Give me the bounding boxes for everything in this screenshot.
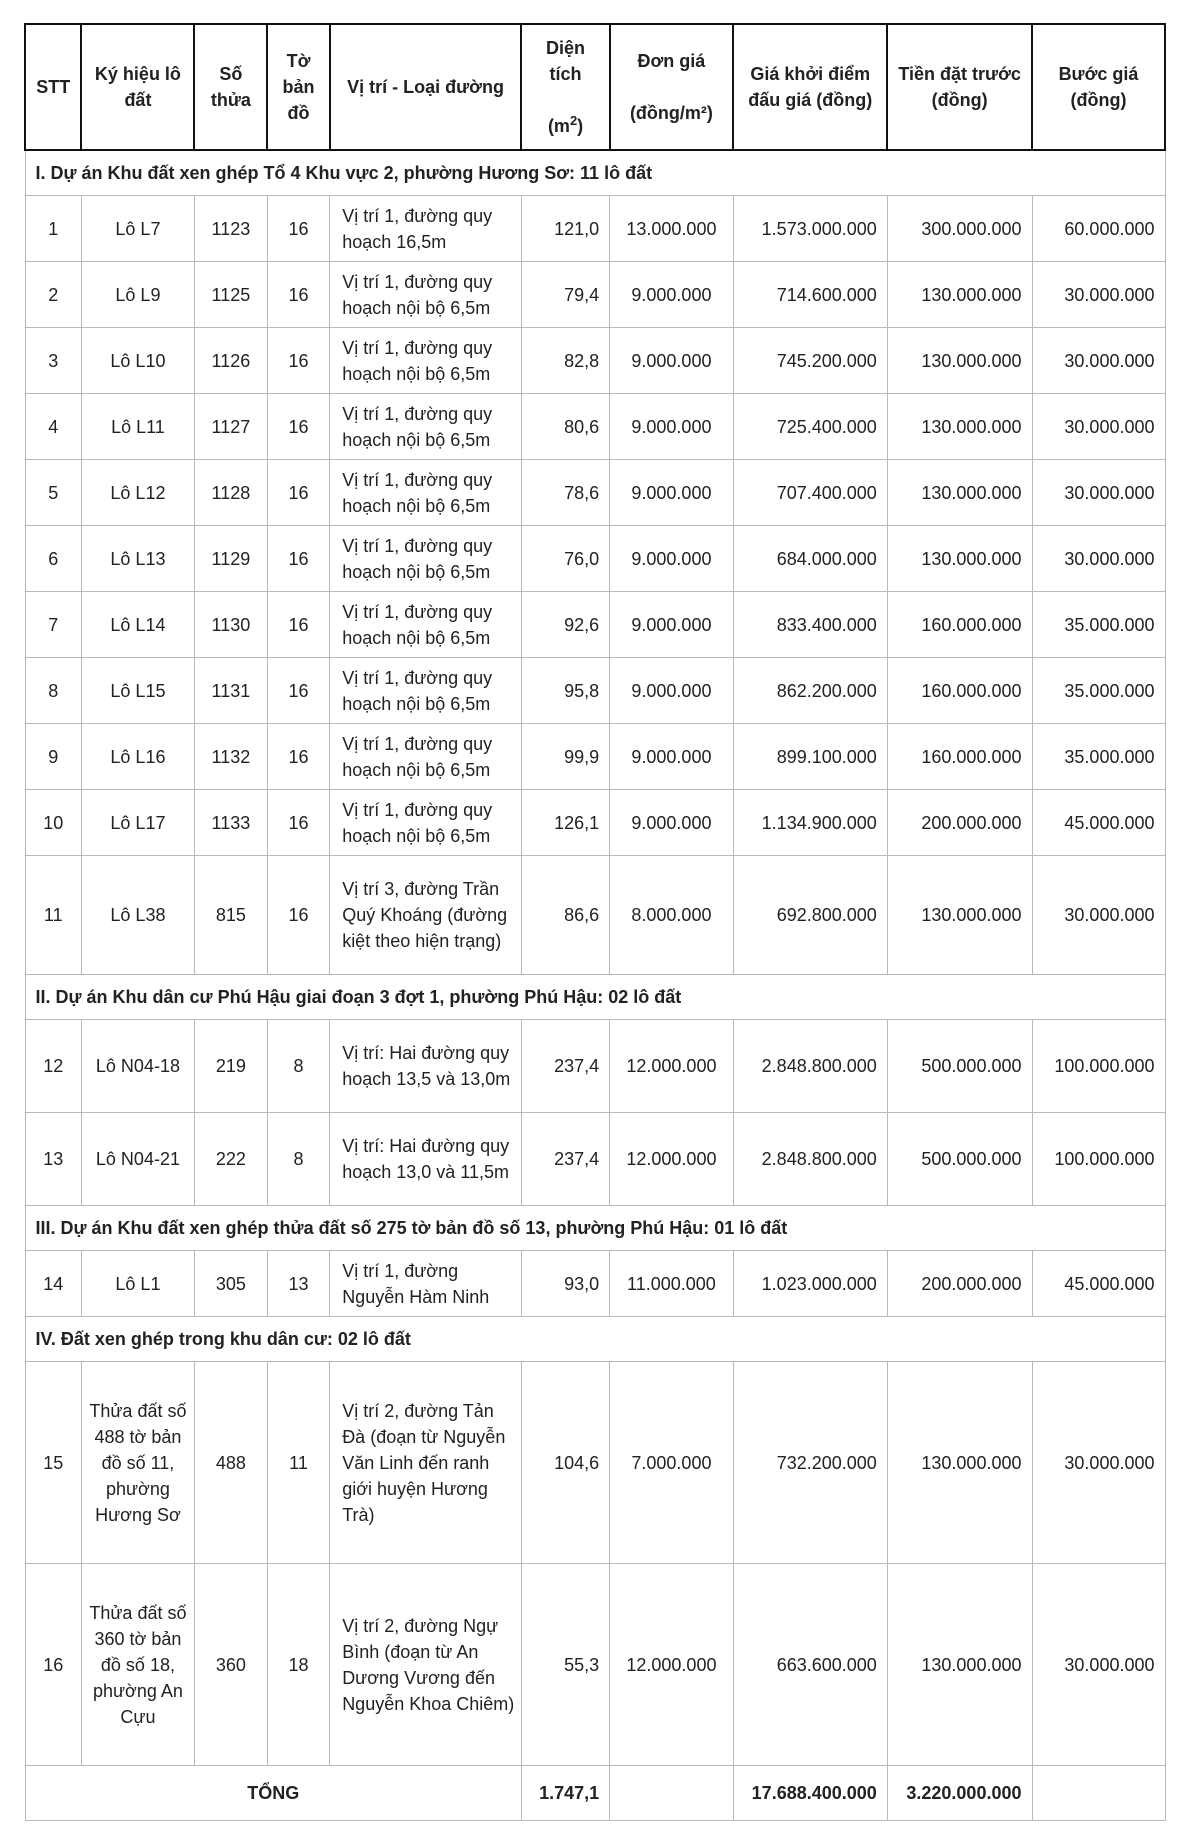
section-title: IV. Đất xen ghép trong khu dân cư: 02 lô đất bbox=[25, 1317, 1165, 1362]
table-row bbox=[25, 1020, 1165, 1113]
header-vi-tri: Vị trí - Loại đường bbox=[330, 24, 522, 150]
stt-cell: 6 bbox=[25, 526, 81, 592]
map-sheet-cell: 8 bbox=[267, 1113, 329, 1206]
deposit-cell: 160.000.000 bbox=[887, 724, 1032, 790]
lot-code-cell: Lô L13 bbox=[81, 526, 194, 592]
table-row bbox=[25, 1251, 1165, 1317]
map-sheet-cell: 16 bbox=[267, 658, 329, 724]
deposit-cell: 130.000.000 bbox=[887, 856, 1032, 975]
starting-price-cell: 1.023.000.000 bbox=[733, 1251, 887, 1317]
unit-price-cell: 9.000.000 bbox=[610, 790, 734, 856]
lot-code-cell: Lô N04-18 bbox=[81, 1020, 194, 1113]
map-sheet-cell: 16 bbox=[267, 394, 329, 460]
map-sheet-cell: 16 bbox=[267, 460, 329, 526]
bid-step-cell: 100.000.000 bbox=[1032, 1113, 1165, 1206]
table-row bbox=[25, 856, 1165, 975]
deposit-cell: 130.000.000 bbox=[887, 328, 1032, 394]
area-cell: 80,6 bbox=[521, 394, 609, 460]
unit-price-cell: 9.000.000 bbox=[610, 592, 734, 658]
stt-cell: 1 bbox=[25, 196, 81, 262]
unit-price-cell: 11.000.000 bbox=[610, 1251, 734, 1317]
unit-price-cell: 12.000.000 bbox=[610, 1564, 734, 1766]
map-sheet-cell: 18 bbox=[267, 1564, 329, 1766]
parcel-number-cell: 1132 bbox=[194, 724, 267, 790]
lot-code-cell: Lô L17 bbox=[81, 790, 194, 856]
header-to-ban-do: Tờ bản đồ bbox=[267, 24, 329, 150]
section-row bbox=[25, 150, 1165, 196]
bid-step-cell: 30.000.000 bbox=[1032, 460, 1165, 526]
lot-code-cell: Thửa đất số 488 tờ bản đồ số 11, phường Hương Sơ bbox=[81, 1362, 194, 1564]
lot-code-cell: Lô L38 bbox=[81, 856, 194, 975]
stt-cell: 10 bbox=[25, 790, 81, 856]
map-sheet-cell: 8 bbox=[267, 1020, 329, 1113]
area-cell: 79,4 bbox=[521, 262, 609, 328]
table-row bbox=[25, 724, 1165, 790]
deposit-cell: 160.000.000 bbox=[887, 592, 1032, 658]
stt-cell: 13 bbox=[25, 1113, 81, 1206]
location-cell: Vị trí 1, đường quy hoạch nội bộ 6,5m bbox=[330, 262, 522, 328]
area-cell: 78,6 bbox=[521, 460, 609, 526]
unit-price-cell: 12.000.000 bbox=[610, 1020, 734, 1113]
parcel-number-cell: 1128 bbox=[194, 460, 267, 526]
stt-cell: 14 bbox=[25, 1251, 81, 1317]
parcel-number-cell: 360 bbox=[194, 1564, 267, 1766]
area-cell: 55,3 bbox=[521, 1564, 609, 1766]
stt-cell: 8 bbox=[25, 658, 81, 724]
deposit-cell: 130.000.000 bbox=[887, 1564, 1032, 1766]
header-row bbox=[25, 24, 1165, 150]
starting-price-cell: 725.400.000 bbox=[733, 394, 887, 460]
lot-code-cell: Lô N04-21 bbox=[81, 1113, 194, 1206]
map-sheet-cell: 16 bbox=[267, 856, 329, 975]
unit-price-cell: 7.000.000 bbox=[610, 1362, 734, 1564]
table-body bbox=[25, 150, 1165, 1821]
starting-price-cell: 745.200.000 bbox=[733, 328, 887, 394]
map-sheet-cell: 16 bbox=[267, 592, 329, 658]
unit-price-cell: 13.000.000 bbox=[610, 196, 734, 262]
header-dien-tich bbox=[521, 24, 609, 150]
lot-code-cell: Lô L9 bbox=[81, 262, 194, 328]
lot-code-cell: Lô L7 bbox=[81, 196, 194, 262]
section-row bbox=[25, 1317, 1165, 1362]
total-area: 1.747,1 bbox=[521, 1766, 609, 1821]
bid-step-cell: 35.000.000 bbox=[1032, 592, 1165, 658]
parcel-number-cell: 815 bbox=[194, 856, 267, 975]
deposit-cell: 130.000.000 bbox=[887, 394, 1032, 460]
header-buoc-gia: Bước giá (đồng) bbox=[1032, 24, 1165, 150]
table-row bbox=[25, 460, 1165, 526]
section-title: II. Dự án Khu dân cư Phú Hậu giai đoạn 3 đợt 1, phường Phú Hậu: 02 lô đất bbox=[25, 975, 1165, 1020]
lot-code-cell: Lô L1 bbox=[81, 1251, 194, 1317]
bid-step-cell: 35.000.000 bbox=[1032, 724, 1165, 790]
location-cell: Vị trí 1, đường quy hoạch nội bộ 6,5m bbox=[330, 658, 522, 724]
deposit-cell: 500.000.000 bbox=[887, 1113, 1032, 1206]
header-dien-tich-sup: 2 bbox=[569, 113, 578, 128]
bid-step-cell: 35.000.000 bbox=[1032, 658, 1165, 724]
stt-cell: 12 bbox=[25, 1020, 81, 1113]
table-row bbox=[25, 592, 1165, 658]
table-row bbox=[25, 1564, 1165, 1766]
location-cell: Vị trí 1, đường quy hoạch nội bộ 6,5m bbox=[330, 394, 522, 460]
parcel-number-cell: 1133 bbox=[194, 790, 267, 856]
starting-price-cell: 714.600.000 bbox=[733, 262, 887, 328]
starting-price-cell: 684.000.000 bbox=[733, 526, 887, 592]
header-stt: STT bbox=[25, 24, 81, 150]
deposit-cell: 130.000.000 bbox=[887, 1362, 1032, 1564]
location-cell: Vị trí: Hai đường quy hoạch 13,5 và 13,0m bbox=[330, 1020, 522, 1113]
location-cell: Vị trí 2, đường Ngự Bình (đoạn từ An Dương Vương đến Nguyễn Khoa Chiêm) bbox=[330, 1564, 522, 1766]
lot-code-cell: Lô L11 bbox=[81, 394, 194, 460]
unit-price-cell: 9.000.000 bbox=[610, 328, 734, 394]
location-cell: Vị trí 1, đường Nguyễn Hàm Ninh bbox=[330, 1251, 522, 1317]
area-cell: 93,0 bbox=[521, 1251, 609, 1317]
area-cell: 92,6 bbox=[521, 592, 609, 658]
header-ky-hieu: Ký hiệu lô đất bbox=[81, 24, 194, 150]
lot-code-cell: Lô L12 bbox=[81, 460, 194, 526]
starting-price-cell: 2.848.800.000 bbox=[733, 1020, 887, 1113]
total-label: TỔNG bbox=[25, 1766, 521, 1821]
header-don-gia-unit: (đồng/m²) bbox=[629, 103, 713, 123]
table-row bbox=[25, 328, 1165, 394]
unit-price-cell: 8.000.000 bbox=[610, 856, 734, 975]
header-dien-tich-unit-open: (m bbox=[547, 116, 570, 136]
header-so-thua: Số thửa bbox=[194, 24, 267, 150]
bid-step-cell: 60.000.000 bbox=[1032, 196, 1165, 262]
bid-step-cell: 30.000.000 bbox=[1032, 262, 1165, 328]
parcel-number-cell: 1131 bbox=[194, 658, 267, 724]
header-tien-dat-truoc: Tiền đặt trước (đồng) bbox=[887, 24, 1032, 150]
stt-cell: 9 bbox=[25, 724, 81, 790]
area-cell: 104,6 bbox=[521, 1362, 609, 1564]
table-row bbox=[25, 394, 1165, 460]
total-row bbox=[25, 1766, 1165, 1821]
map-sheet-cell: 16 bbox=[267, 724, 329, 790]
location-cell: Vị trí 2, đường Tản Đà (đoạn từ Nguyễn Văn Linh đến ranh giới huyện Hương Trà) bbox=[330, 1362, 522, 1564]
map-sheet-cell: 16 bbox=[267, 526, 329, 592]
header-dien-tich-label: Diện tích bbox=[546, 38, 586, 84]
map-sheet-cell: 16 bbox=[267, 790, 329, 856]
unit-price-cell: 9.000.000 bbox=[610, 658, 734, 724]
deposit-cell: 200.000.000 bbox=[887, 1251, 1032, 1317]
stt-cell: 16 bbox=[25, 1564, 81, 1766]
starting-price-cell: 1.573.000.000 bbox=[733, 196, 887, 262]
area-cell: 237,4 bbox=[521, 1020, 609, 1113]
map-sheet-cell: 16 bbox=[267, 262, 329, 328]
location-cell: Vị trí 1, đường quy hoạch nội bộ 6,5m bbox=[330, 328, 522, 394]
starting-price-cell: 2.848.800.000 bbox=[733, 1113, 887, 1206]
area-cell: 95,8 bbox=[521, 658, 609, 724]
table-row bbox=[25, 196, 1165, 262]
starting-price-cell: 732.200.000 bbox=[733, 1362, 887, 1564]
table-row bbox=[25, 526, 1165, 592]
auction-table-container bbox=[24, 23, 1166, 1821]
parcel-number-cell: 222 bbox=[194, 1113, 267, 1206]
bid-step-cell: 30.000.000 bbox=[1032, 526, 1165, 592]
unit-price-cell: 9.000.000 bbox=[610, 262, 734, 328]
unit-price-cell: 9.000.000 bbox=[610, 460, 734, 526]
area-cell: 82,8 bbox=[521, 328, 609, 394]
lot-code-cell: Lô L16 bbox=[81, 724, 194, 790]
stt-cell: 4 bbox=[25, 394, 81, 460]
lot-code-cell: Thửa đất số 360 tờ bản đồ số 18, phường An Cựu bbox=[81, 1564, 194, 1766]
deposit-cell: 130.000.000 bbox=[887, 262, 1032, 328]
unit-price-cell: 9.000.000 bbox=[610, 724, 734, 790]
section-title: I. Dự án Khu đất xen ghép Tổ 4 Khu vực 2, phường Hương Sơ: 11 lô đất bbox=[25, 150, 1165, 196]
location-cell: Vị trí 1, đường quy hoạch nội bộ 6,5m bbox=[330, 592, 522, 658]
table-row bbox=[25, 262, 1165, 328]
parcel-number-cell: 1130 bbox=[194, 592, 267, 658]
starting-price-cell: 663.600.000 bbox=[733, 1564, 887, 1766]
total-starting-price: 17.688.400.000 bbox=[733, 1766, 887, 1821]
bid-step-cell: 100.000.000 bbox=[1032, 1020, 1165, 1113]
location-cell: Vị trí 1, đường quy hoạch nội bộ 6,5m bbox=[330, 724, 522, 790]
table-row bbox=[25, 658, 1165, 724]
bid-step-cell: 45.000.000 bbox=[1032, 790, 1165, 856]
map-sheet-cell: 16 bbox=[267, 328, 329, 394]
deposit-cell: 130.000.000 bbox=[887, 526, 1032, 592]
location-cell: Vị trí 1, đường quy hoạch nội bộ 6,5m bbox=[330, 526, 522, 592]
starting-price-cell: 833.400.000 bbox=[733, 592, 887, 658]
bid-step-cell: 30.000.000 bbox=[1032, 856, 1165, 975]
starting-price-cell: 707.400.000 bbox=[733, 460, 887, 526]
location-cell: Vị trí 3, đường Trần Quý Khoáng (đường kiệt theo hiện trạng) bbox=[330, 856, 522, 975]
stt-cell: 15 bbox=[25, 1362, 81, 1564]
header-don-gia bbox=[610, 24, 734, 150]
area-cell: 121,0 bbox=[521, 196, 609, 262]
table-row bbox=[25, 1113, 1165, 1206]
area-cell: 76,0 bbox=[521, 526, 609, 592]
bid-step-cell: 45.000.000 bbox=[1032, 1251, 1165, 1317]
parcel-number-cell: 1123 bbox=[194, 196, 267, 262]
bid-step-cell: 30.000.000 bbox=[1032, 1362, 1165, 1564]
parcel-number-cell: 219 bbox=[194, 1020, 267, 1113]
map-sheet-cell: 13 bbox=[267, 1251, 329, 1317]
total-bid-step-empty bbox=[1032, 1766, 1165, 1821]
lot-code-cell: Lô L15 bbox=[81, 658, 194, 724]
starting-price-cell: 1.134.900.000 bbox=[733, 790, 887, 856]
section-row bbox=[25, 1206, 1165, 1251]
stt-cell: 3 bbox=[25, 328, 81, 394]
lot-code-cell: Lô L14 bbox=[81, 592, 194, 658]
table-row bbox=[25, 790, 1165, 856]
starting-price-cell: 862.200.000 bbox=[733, 658, 887, 724]
location-cell: Vị trí 1, đường quy hoạch nội bộ 6,5m bbox=[330, 790, 522, 856]
area-cell: 126,1 bbox=[521, 790, 609, 856]
stt-cell: 5 bbox=[25, 460, 81, 526]
stt-cell: 7 bbox=[25, 592, 81, 658]
unit-price-cell: 9.000.000 bbox=[610, 394, 734, 460]
location-cell: Vị trí: Hai đường quy hoạch 13,0 và 11,5m bbox=[330, 1113, 522, 1206]
map-sheet-cell: 16 bbox=[267, 196, 329, 262]
land-auction-table bbox=[24, 23, 1166, 1821]
parcel-number-cell: 488 bbox=[194, 1362, 267, 1564]
unit-price-cell: 9.000.000 bbox=[610, 526, 734, 592]
location-cell: Vị trí 1, đường quy hoạch 16,5m bbox=[330, 196, 522, 262]
parcel-number-cell: 1129 bbox=[194, 526, 267, 592]
header-dien-tich-unit-close: ) bbox=[577, 116, 584, 136]
parcel-number-cell: 305 bbox=[194, 1251, 267, 1317]
stt-cell: 11 bbox=[25, 856, 81, 975]
total-unit-price-empty bbox=[610, 1766, 734, 1821]
starting-price-cell: 692.800.000 bbox=[733, 856, 887, 975]
section-title: III. Dự án Khu đất xen ghép thửa đất số 275 tờ bản đồ số 13, phường Phú Hậu: 01 lô đất bbox=[25, 1206, 1165, 1251]
deposit-cell: 300.000.000 bbox=[887, 196, 1032, 262]
area-cell: 86,6 bbox=[521, 856, 609, 975]
area-cell: 237,4 bbox=[521, 1113, 609, 1206]
bid-step-cell: 30.000.000 bbox=[1032, 328, 1165, 394]
header-don-gia-label: Đơn giá bbox=[637, 51, 706, 71]
starting-price-cell: 899.100.000 bbox=[733, 724, 887, 790]
parcel-number-cell: 1126 bbox=[194, 328, 267, 394]
table-row bbox=[25, 1362, 1165, 1564]
section-row bbox=[25, 975, 1165, 1020]
parcel-number-cell: 1127 bbox=[194, 394, 267, 460]
area-cell: 99,9 bbox=[521, 724, 609, 790]
deposit-cell: 500.000.000 bbox=[887, 1020, 1032, 1113]
stt-cell: 2 bbox=[25, 262, 81, 328]
header-gia-khoi-diem: Giá khởi điểm đấu giá (đồng) bbox=[733, 24, 887, 150]
total-deposit: 3.220.000.000 bbox=[887, 1766, 1032, 1821]
parcel-number-cell: 1125 bbox=[194, 262, 267, 328]
bid-step-cell: 30.000.000 bbox=[1032, 1564, 1165, 1766]
location-cell: Vị trí 1, đường quy hoạch nội bộ 6,5m bbox=[330, 460, 522, 526]
deposit-cell: 130.000.000 bbox=[887, 460, 1032, 526]
bid-step-cell: 30.000.000 bbox=[1032, 394, 1165, 460]
lot-code-cell: Lô L10 bbox=[81, 328, 194, 394]
unit-price-cell: 12.000.000 bbox=[610, 1113, 734, 1206]
deposit-cell: 200.000.000 bbox=[887, 790, 1032, 856]
deposit-cell: 160.000.000 bbox=[887, 658, 1032, 724]
map-sheet-cell: 11 bbox=[267, 1362, 329, 1564]
